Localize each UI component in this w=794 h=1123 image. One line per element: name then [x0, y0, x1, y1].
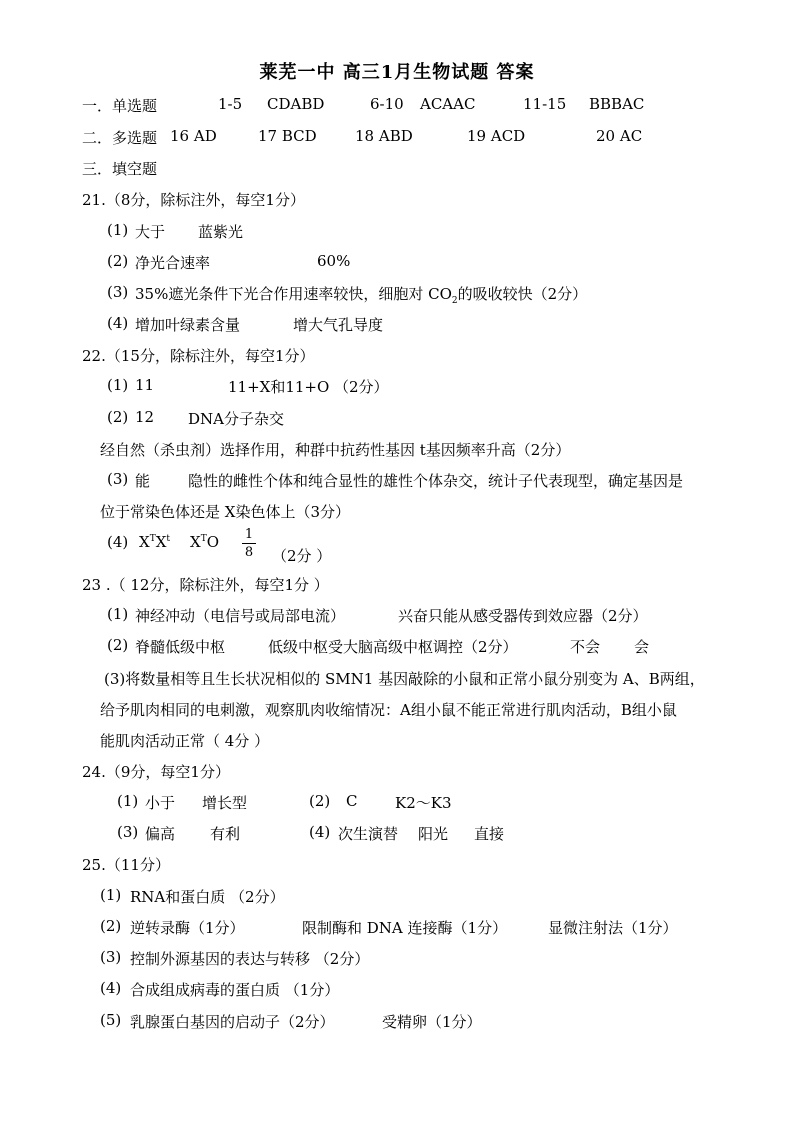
sub-number: (2) [107, 636, 129, 654]
sub-number: (1) [107, 605, 129, 623]
answer-text: 经自然（杀虫剂）选择作用，种群中抗药性基因 t基因频率升高（2分） [100, 441, 571, 459]
answer-range: 11-15 [523, 95, 567, 113]
sub-number: (1) [107, 376, 129, 394]
answer-text: 大于 [135, 223, 166, 241]
answer-text: 蓝紫光 [198, 223, 244, 241]
sub-number: (1) [100, 886, 122, 904]
section-label: 三．填空题 [82, 160, 158, 178]
answer-text: 次生演替 [338, 825, 399, 843]
question-header: 23 .（ 12分，除标注外，每空1分 ） [82, 576, 329, 594]
genotype-text: $X^TO$ [190, 533, 220, 551]
answer-text: 偏高 [145, 825, 176, 843]
answer-text: 会 [634, 638, 650, 656]
answer-text: 11 [135, 376, 155, 394]
answer-text: 阳光 [418, 825, 449, 843]
sub-number: (3) [107, 470, 129, 488]
answer-text: 有利 [210, 825, 241, 843]
sub-number: (2) [100, 917, 122, 935]
answer-text: 位于常染色体还是 X染色体上（3分） [100, 503, 350, 521]
answer-text: 控制外源基因的表达与转移 （2分） [130, 950, 370, 968]
answer-text: DNA分子杂交 [188, 410, 284, 428]
sub-number: (4) [309, 823, 331, 841]
question-header: 25.（11分） [82, 856, 170, 874]
answer-text: 17 BCD [258, 127, 317, 145]
section-label: 一．单选题 [82, 97, 158, 115]
sub-number: (4) [100, 979, 122, 997]
question-header: 24.（9分，每空1分） [82, 763, 230, 781]
sub-number: (2) [309, 792, 331, 810]
genotype-text: $X^TX^t$ [139, 533, 171, 551]
answer-text: 20 AC [596, 127, 643, 145]
sub-number: (3) [100, 948, 122, 966]
section-label: 二．多选题 [82, 129, 158, 147]
answer-text: 小于 [145, 794, 176, 812]
answer-text: 显微注射法（1分） [548, 919, 678, 937]
score-text: （2分） [334, 378, 389, 396]
answer-text: 不会 [570, 638, 601, 656]
answer-text: (3)将数量相等且生长状况相似的 SMN1 基因敲除的小鼠和正常小鼠分别变为 A、B两组， [104, 670, 705, 688]
sub-number: (5) [100, 1011, 122, 1029]
page-title: 莱芜一中 高三1月生物试题 答案 [259, 62, 535, 83]
sub-number: (3) [107, 283, 129, 301]
fraction-numerator: 1 [244, 527, 254, 542]
question-header: 21.（8分，除标注外，每空1分） [82, 191, 305, 209]
sub-number: (4) [107, 314, 129, 332]
answer-text: 受精卵（1分） [382, 1013, 482, 1031]
answer-text: K2～K3 [395, 794, 452, 812]
answer-text: 给予肌肉相同的电刺激，观察肌肉收缩情况：A组小鼠不能正常进行肌肉活动，B组小鼠 [100, 701, 677, 719]
fraction-bar [242, 543, 256, 544]
sub-number: (1) [107, 221, 129, 239]
answer-text: 16 AD [170, 127, 217, 145]
answer-text: 能肌肉活动正常（ 4分 ） [100, 732, 270, 750]
answer-text: 18 ABD [355, 127, 413, 145]
sub-number: (2) [107, 252, 129, 270]
fraction-denominator: 8 [244, 545, 254, 560]
answer-text: 19 ACD [467, 127, 526, 145]
answer-text: 神经冲动（电信号或局部电流） [135, 607, 346, 625]
answer-text: 能 [135, 472, 151, 490]
fraction [242, 527, 256, 560]
answer-range: 1-5 [218, 95, 243, 113]
answer-text: 35%遮光条件下光合作用速率较快，细胞对 $CO_2$的吸收较快（2分） [135, 285, 588, 306]
answer-text: 逆转录酶（1分） [130, 919, 245, 937]
question-header: 22.（15分，除标注外，每空1分） [82, 347, 315, 365]
answer-text: BBBAC [589, 95, 645, 113]
answer-text: ACAAC [420, 95, 476, 113]
answer-text: RNA和蛋白质 （2分） [130, 888, 285, 906]
answer-text: 低级中枢受大脑高级中枢调控（2分） [268, 638, 518, 656]
sub-number: (3) [117, 823, 139, 841]
sub-number: (1) [117, 792, 139, 810]
answer-text: 增大气孔导度 [293, 316, 384, 334]
answer-range: 6-10 [370, 95, 404, 113]
answer-text: 11+X和11+O [228, 378, 330, 396]
answer-text: 直接 [474, 825, 505, 843]
score-text: （2分 ） [272, 547, 332, 565]
answer-text: 乳腺蛋白基因的启动子（2分） [130, 1013, 335, 1031]
answer-text: 12 [135, 408, 155, 426]
answer-text: CDABD [267, 95, 325, 113]
answer-text: 增加叶绿素含量 [135, 316, 241, 334]
answer-text: 脊髓低级中枢 [135, 638, 226, 656]
answer-text: 合成组成病毒的蛋白质 （1分） [130, 981, 340, 999]
answer-text: C [346, 792, 358, 810]
answer-text: 限制酶和 DNA 连接酶（1分） [302, 919, 508, 937]
answer-text: 隐性的雌性个体和纯合显性的雄性个体杂交，统计子代表现型，确定基因是 [188, 472, 684, 490]
sub-number: (4) [107, 533, 129, 551]
answer-text: 兴奋只能从感受器传到效应器（2分） [398, 607, 648, 625]
sub-number: (2) [107, 408, 129, 426]
answer-text: 60% [317, 252, 351, 270]
answer-text: 净光合速率 [135, 254, 211, 272]
answer-text: 增长型 [202, 794, 248, 812]
